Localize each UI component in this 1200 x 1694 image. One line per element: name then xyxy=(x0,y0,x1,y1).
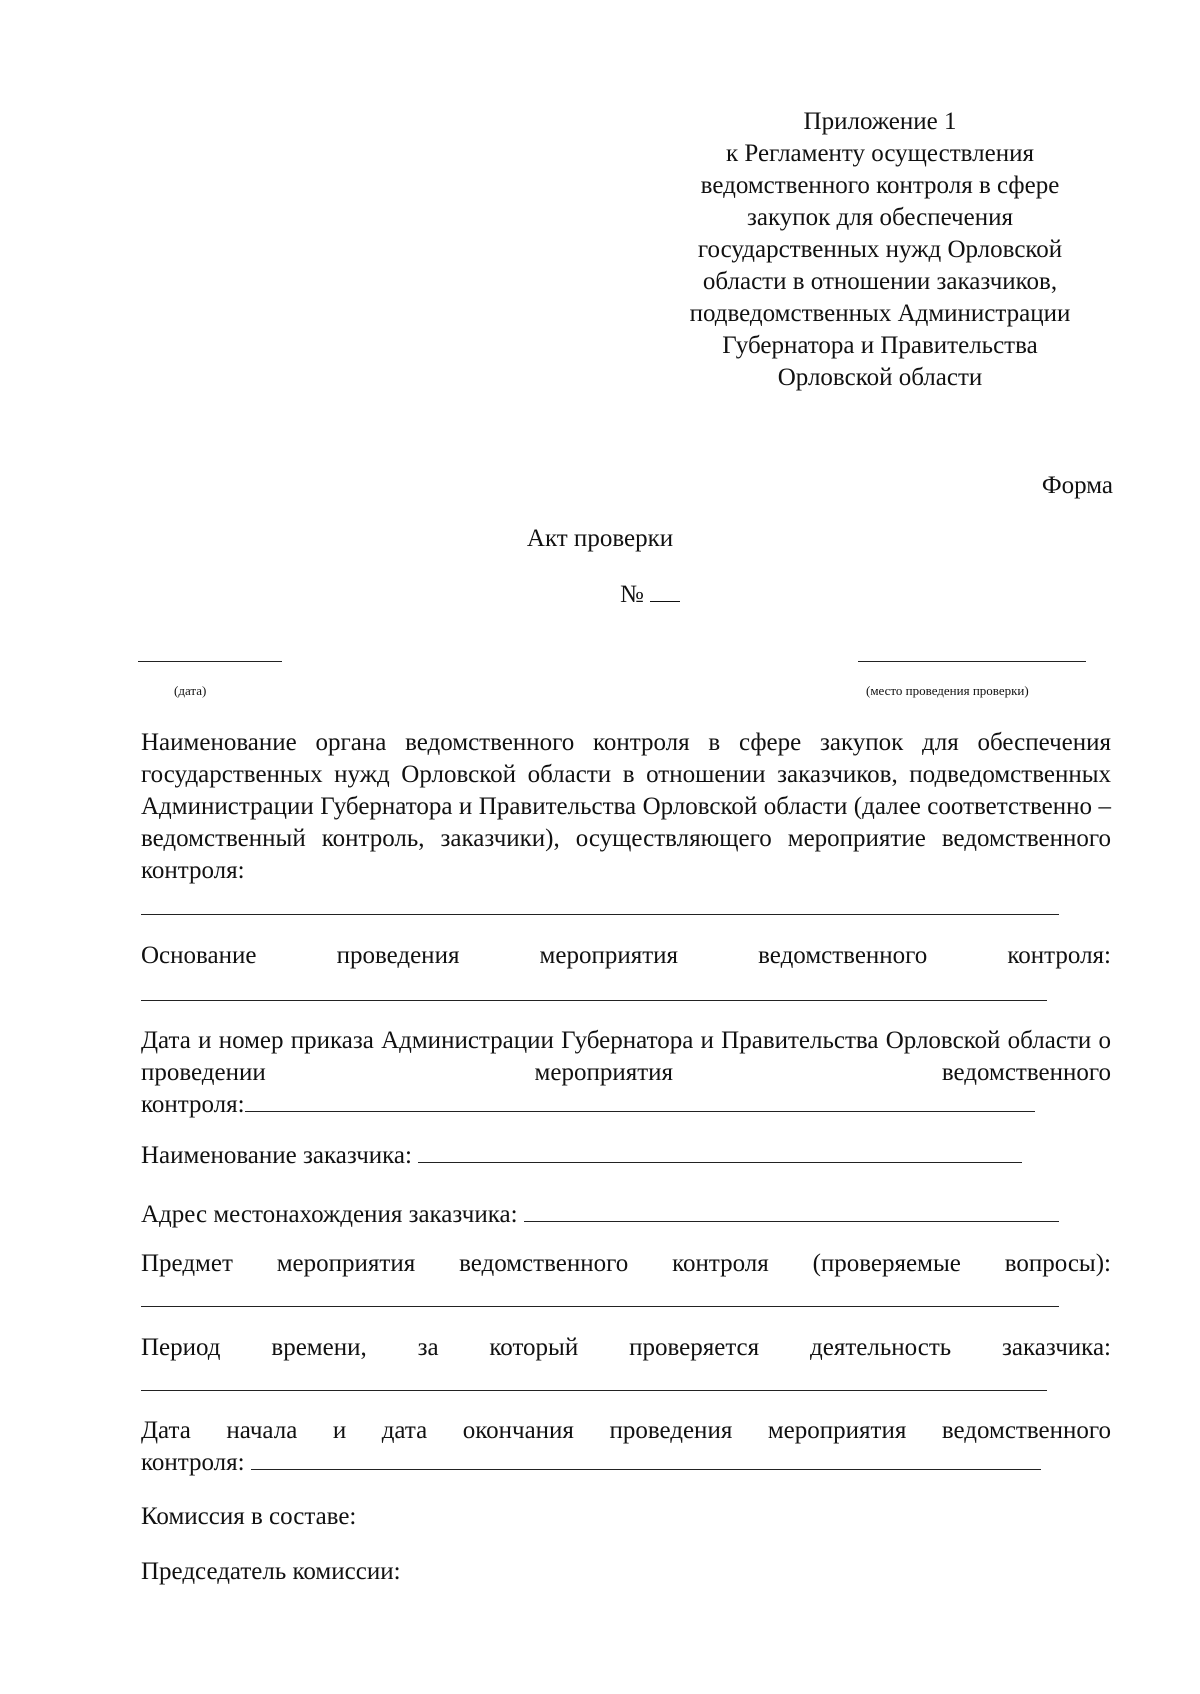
annex-line: подведомственных Администрации xyxy=(689,300,1071,327)
act-number xyxy=(620,579,680,609)
annex-line: закупок для обеспечения xyxy=(747,204,1013,231)
annex-line: Губернатора и Правительства xyxy=(722,332,1038,359)
period-label: Период времени, за который проверяется деятельность заказчика: xyxy=(141,1334,1111,1361)
dates-line[interactable] xyxy=(251,1447,1041,1470)
basis-label: Основание проведения мероприятия ведомственного контроля: xyxy=(141,942,1111,969)
period-line[interactable] xyxy=(141,1390,1047,1391)
annex-line: Приложение 1 xyxy=(803,108,957,135)
act-number-blank[interactable] xyxy=(650,579,680,602)
date-caption: (дата) xyxy=(174,683,207,698)
chairman-label: Председатель комиссии: xyxy=(141,1558,401,1585)
annex-header xyxy=(660,106,1100,394)
dates-label-tail: контроля: xyxy=(141,1449,245,1476)
act-title: Акт проверки xyxy=(526,525,674,552)
subject-line[interactable] xyxy=(141,1306,1059,1307)
dates-row xyxy=(141,1447,1041,1479)
place-caption: (место проведения проверки) xyxy=(866,683,1029,698)
annex-line: ведомственного контроля в сфере xyxy=(700,172,1060,199)
basis-line[interactable] xyxy=(141,1000,1047,1001)
act-number-prefix: № xyxy=(620,581,644,608)
customer-name-label: Наименование заказчика: xyxy=(141,1142,412,1169)
commission-label: Комиссия в составе: xyxy=(141,1503,357,1530)
annex-line: Орловской области xyxy=(777,364,983,391)
dates-label: Дата начала и дата окончания проведения мероприятия ведомственного xyxy=(141,1417,1111,1444)
subject-label: Предмет мероприятия ведомственного контроля (проверяемые вопросы): xyxy=(141,1250,1111,1277)
place-line[interactable] xyxy=(858,661,1086,662)
date-line[interactable] xyxy=(138,661,282,662)
order-line[interactable] xyxy=(245,1089,1035,1112)
order-row xyxy=(141,1089,1035,1121)
customer-address-row xyxy=(141,1199,1059,1231)
annex-line: области в отношении заказчиков, xyxy=(702,268,1058,295)
control-body-line[interactable] xyxy=(141,914,1059,915)
customer-address-line[interactable] xyxy=(524,1199,1059,1222)
annex-line: государственных нужд Орловской xyxy=(697,236,1063,263)
form-label: Форма xyxy=(1041,472,1113,499)
control-body-label: Наименование органа ведомственного контроля в сфере закупок для обеспечения государственных нужд Орловской области в отношении заказчиков, подведомственных Администрации Губернатора и Правительства Орловской области (далее соответственно – ведомственный контроль, заказчики), осуществляющего мероприятие ведомственного контроля: xyxy=(141,729,1111,884)
order-label-tail: контроля: xyxy=(141,1091,245,1118)
order-label: Дата и номер приказа Администрации Губернатора и Правительства Орловской области о проведении мероприятия ведомственного xyxy=(141,1027,1111,1086)
customer-name-line[interactable] xyxy=(418,1140,1022,1163)
annex-line: к Регламенту осуществления xyxy=(726,140,1034,167)
customer-address-label: Адрес местонахождения заказчика: xyxy=(141,1201,518,1228)
customer-name-row xyxy=(141,1140,1022,1172)
